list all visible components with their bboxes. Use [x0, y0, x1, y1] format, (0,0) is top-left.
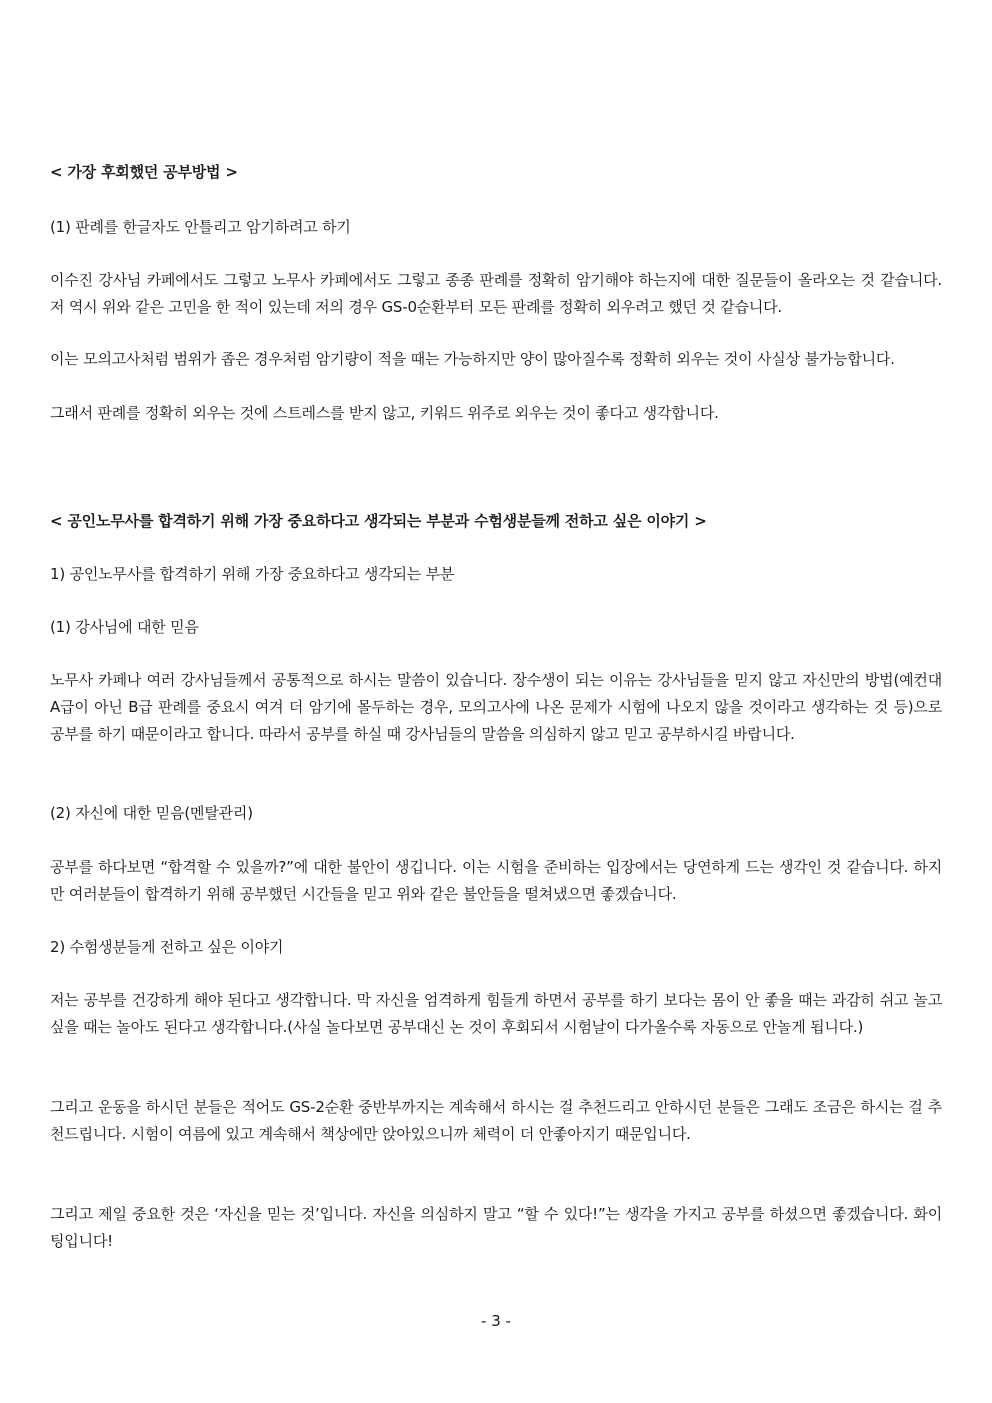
paragraph-memorization-limit: 이는 모의고사처럼 범위가 좁은 경우처럼 암기량이 적을 때는 가능하지만 양이 많아질수록 정확히 외우는 것이 사실상 불가능합니다.	[50, 350, 895, 368]
paragraph-healthy-study: 저는 공부를 건강하게 해야 된다고 생각합니다. 막 자신을 엄격하게 힘들게 하면서 공부를 하기 보다는 몸이 안 좋을 때는 과감히 쉬고 놀고 싶을 때는 놀아도 된다고 생각합니다.(사실 놀다보면 공부대신 논 것이 후회되서 시험날이 다가올수록 자동으로 안놀게 됩니다.)	[50, 991, 942, 1036]
subheading-precedent-memorization: (1) 판례를 한글자도 안틀리고 암기하려고 하기	[50, 218, 351, 236]
subheading-trust-self: (2) 자신에 대한 믿음(멘탈관리)	[50, 804, 253, 822]
paragraph-trust-self: 공부를 하다보면 “합격할 수 있을까?”에 대한 불안이 생깁니다. 이는 시험을 준비하는 입장에서는 당연하게 드는 생각인 것 같습니다. 하지만 여러분들이 합격하기 위해 공부했던 시간들을 믿고 위와 같은 불안들을 떨쳐냈으면 좋겠습니다.	[50, 858, 942, 903]
paragraph-exercise: 그리고 운동을 하시던 분들은 적어도 GS-2순환 중반부까지는 계속해서 하시는 걸 추천드리고 안하시던 분들은 그래도 조금은 하시는 걸 추천드립니다. 시험이 여름에 있고 계속해서 책상에만 앉아있으니까 체력이 더 안좋아지기 때문입니다.	[50, 1098, 942, 1143]
paragraph-believe-yourself: 그리고 제일 중요한 것은 ‘자신을 믿는 것’입니다. 자신을 의심하지 말고 “할 수 있다!”는 생각을 가지고 공부를 하셨으면 좋겠습니다. 화이팅입니다!	[50, 1205, 942, 1250]
document-page	[50, 0, 942, 1403]
page-number: - 3 -	[481, 1312, 511, 1330]
paragraph-keyword-advice: 그래서 판례를 정확히 외우는 것에 스트레스를 받지 않고, 키워드 위주로 외우는 것이 좋다고 생각합니다.	[50, 404, 719, 422]
paragraph-trust-instructor: 노무사 카페나 여러 강사님들께서 공통적으로 하시는 말씀이 있습니다. 장수생이 되는 이유는 강사님들을 믿지 않고 자신만의 방법(예컨대 A급이 아닌 B급 판례를 중요시 여겨 더 암기에 몰두하는 경우, 모의고사에 나온 문제가 시험에 나오지 않을 것이라고 생각하는 것 등)으로 공부를 하기 때문이라고 합니다. 따라서 공부를 하실 때 강사님들의 말씀을 의심하지 않고 믿고 공부하시길 바랍니다.	[50, 671, 942, 743]
section-heading-advice: < 공인노무사를 합격하기 위해 가장 중요하다고 생각되는 부분과 수험생분들께 전하고 싶은 이야기 >	[50, 512, 707, 530]
part-title-message: 2) 수험생분들게 전하고 싶은 이야기	[50, 938, 284, 956]
subheading-trust-instructor: (1) 강사님에 대한 믿음	[50, 618, 199, 636]
section-heading-regret: < 가장 후회했던 공부방법 >	[50, 163, 238, 181]
part-title-important: 1) 공인노무사를 합격하기 위해 가장 중요하다고 생각되는 부분	[50, 565, 455, 583]
paragraph-precedent-question: 이수진 강사님 카페에서도 그렇고 노무사 카페에서도 그렇고 종종 판례를 정확히 암기해야 하는지에 대한 질문들이 올라오는 것 같습니다. 저 역시 위와 같은 고민을 한 적이 있는데 저의 경우 GS-0순환부터 모든 판례를 정확히 외우려고 했던 것 같습니다.	[50, 271, 942, 316]
